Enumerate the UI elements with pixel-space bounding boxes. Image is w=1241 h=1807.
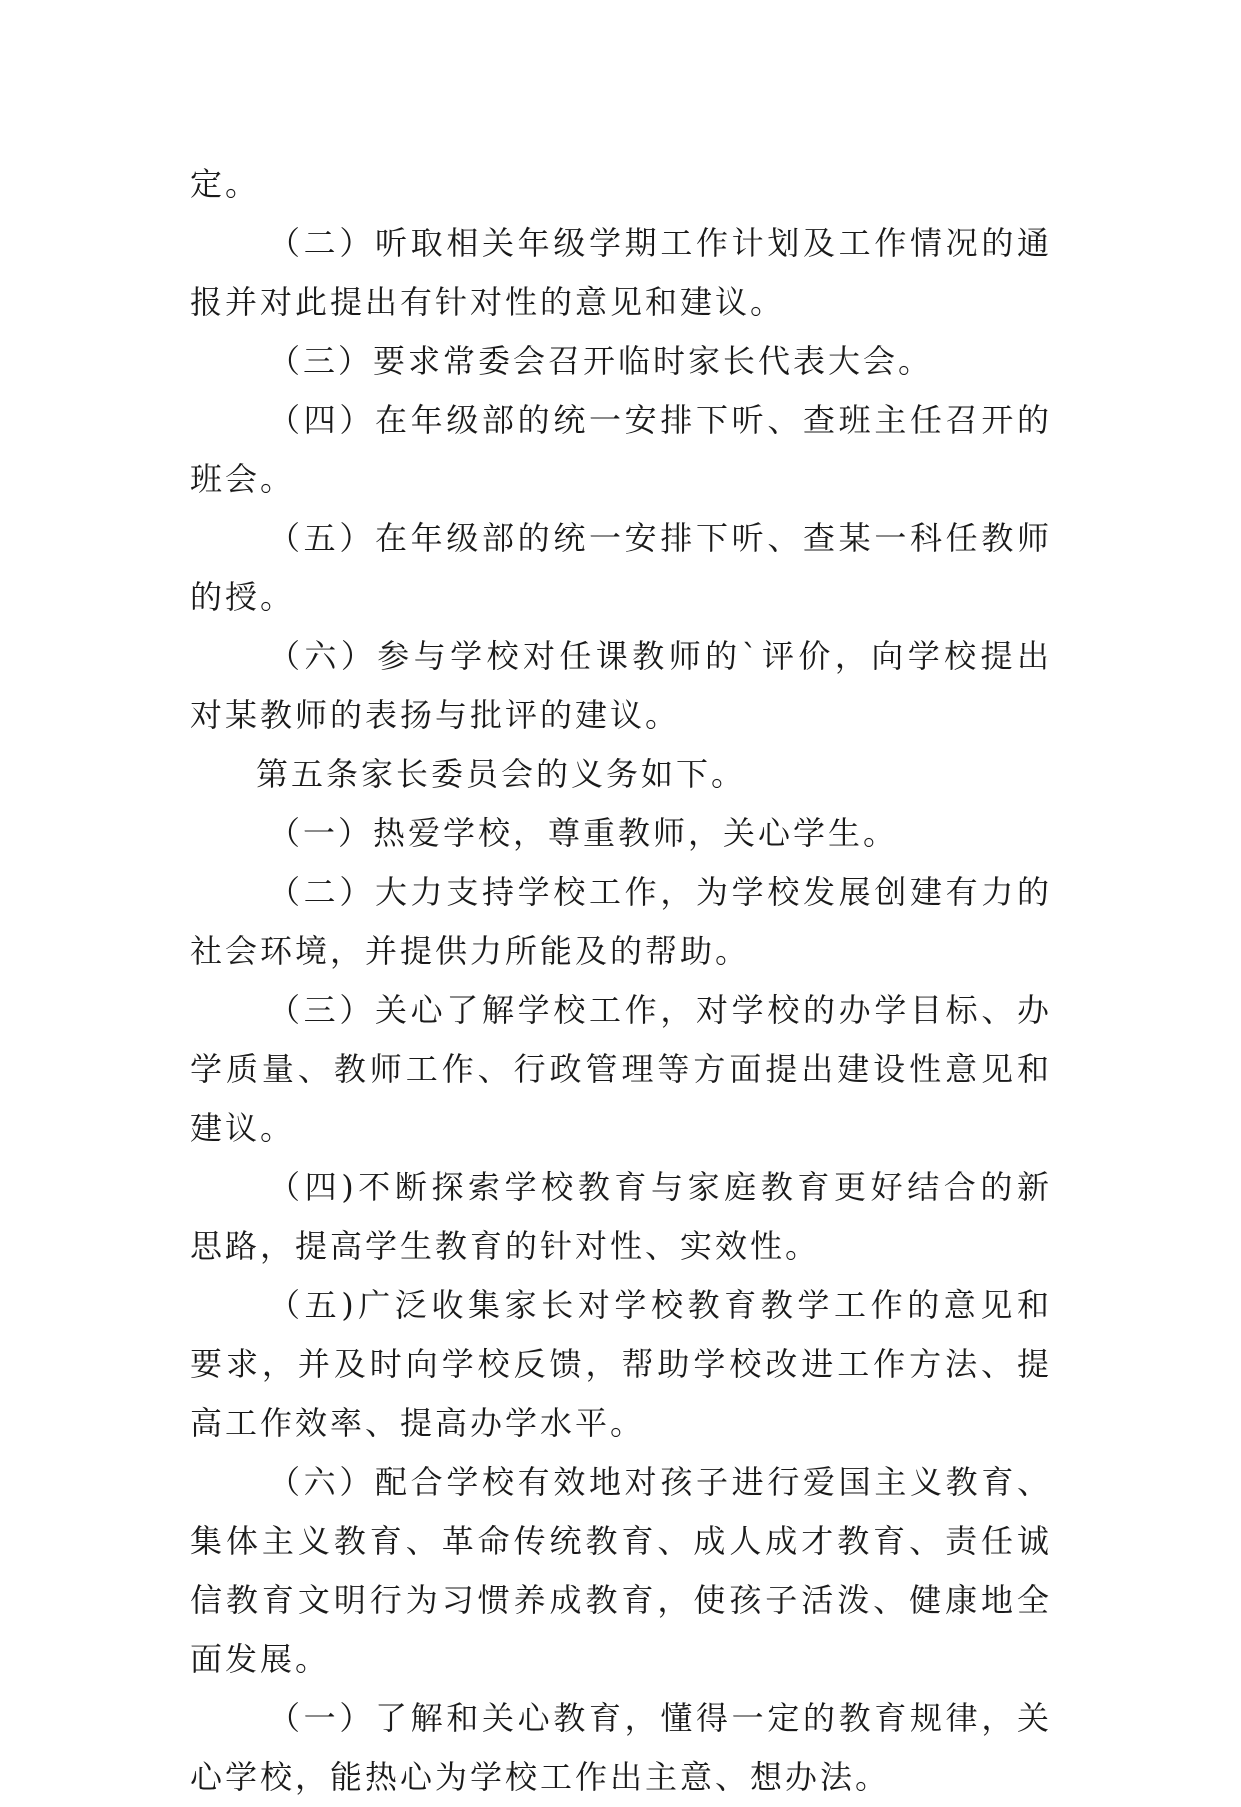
paragraph-duty-1: （一）热爱学校，尊重教师，关心学生。 — [268, 814, 899, 852]
paragraph-duty-2: （二）大力支持学校工作，为学校发展创建有力的社会环境，并提供力所能及的帮助。 — [190, 873, 1052, 970]
paragraph-duty-4: （四)不断探索学校教育与家庭教育更好结合的新思路，提高学生教育的针对性、实效性。 — [190, 1168, 1052, 1265]
paragraph-duty-6: （六）配合学校有效地对孩子进行爱国主义教育、集体主义教育、革命传统教育、成人成才教育、责任诚信教育文明行为习惯养成教育，使孩子活泼、健康地全面发展。 — [190, 1463, 1052, 1678]
paragraph-right-5: （五）在年级部的统一安排下听、查某一科任教师的授。 — [190, 519, 1052, 616]
paragraph-duty-3: （三）关心了解学校工作，对学校的办学目标、办学质量、教师工作、行政管理等方面提出建设性意见和建议。 — [190, 991, 1052, 1147]
document-body — [190, 155, 1052, 1807]
paragraph-right-2: （二）听取相关年级学期工作计划及工作情况的通报并对此提出有针对性的意见和建议。 — [190, 224, 1052, 321]
paragraph-right-6: （六）参与学校对任课教师的`评价，向学校提出对某教师的表扬与批评的建议。 — [190, 637, 1052, 734]
article-five-heading: 第五条家长委员会的义务如下。 — [256, 755, 747, 793]
paragraph-right-4: （四）在年级部的统一安排下听、查班主任召开的班会。 — [190, 401, 1052, 498]
paragraph-continuation: 定。 — [190, 165, 261, 203]
paragraph-right-3: （三）要求常委会召开临时家长代表大会。 — [268, 342, 934, 380]
paragraph-duty-5: （五)广泛收集家长对学校教育教学工作的意见和要求，并及时向学校反馈，帮助学校改进工作方法、提高工作效率、提高办学水平。 — [190, 1286, 1052, 1442]
paragraph-qualification-1: （一）了解和关心教育，懂得一定的教育规律，关心学校，能热心为学校工作出主意、想办法。 — [190, 1699, 1052, 1796]
